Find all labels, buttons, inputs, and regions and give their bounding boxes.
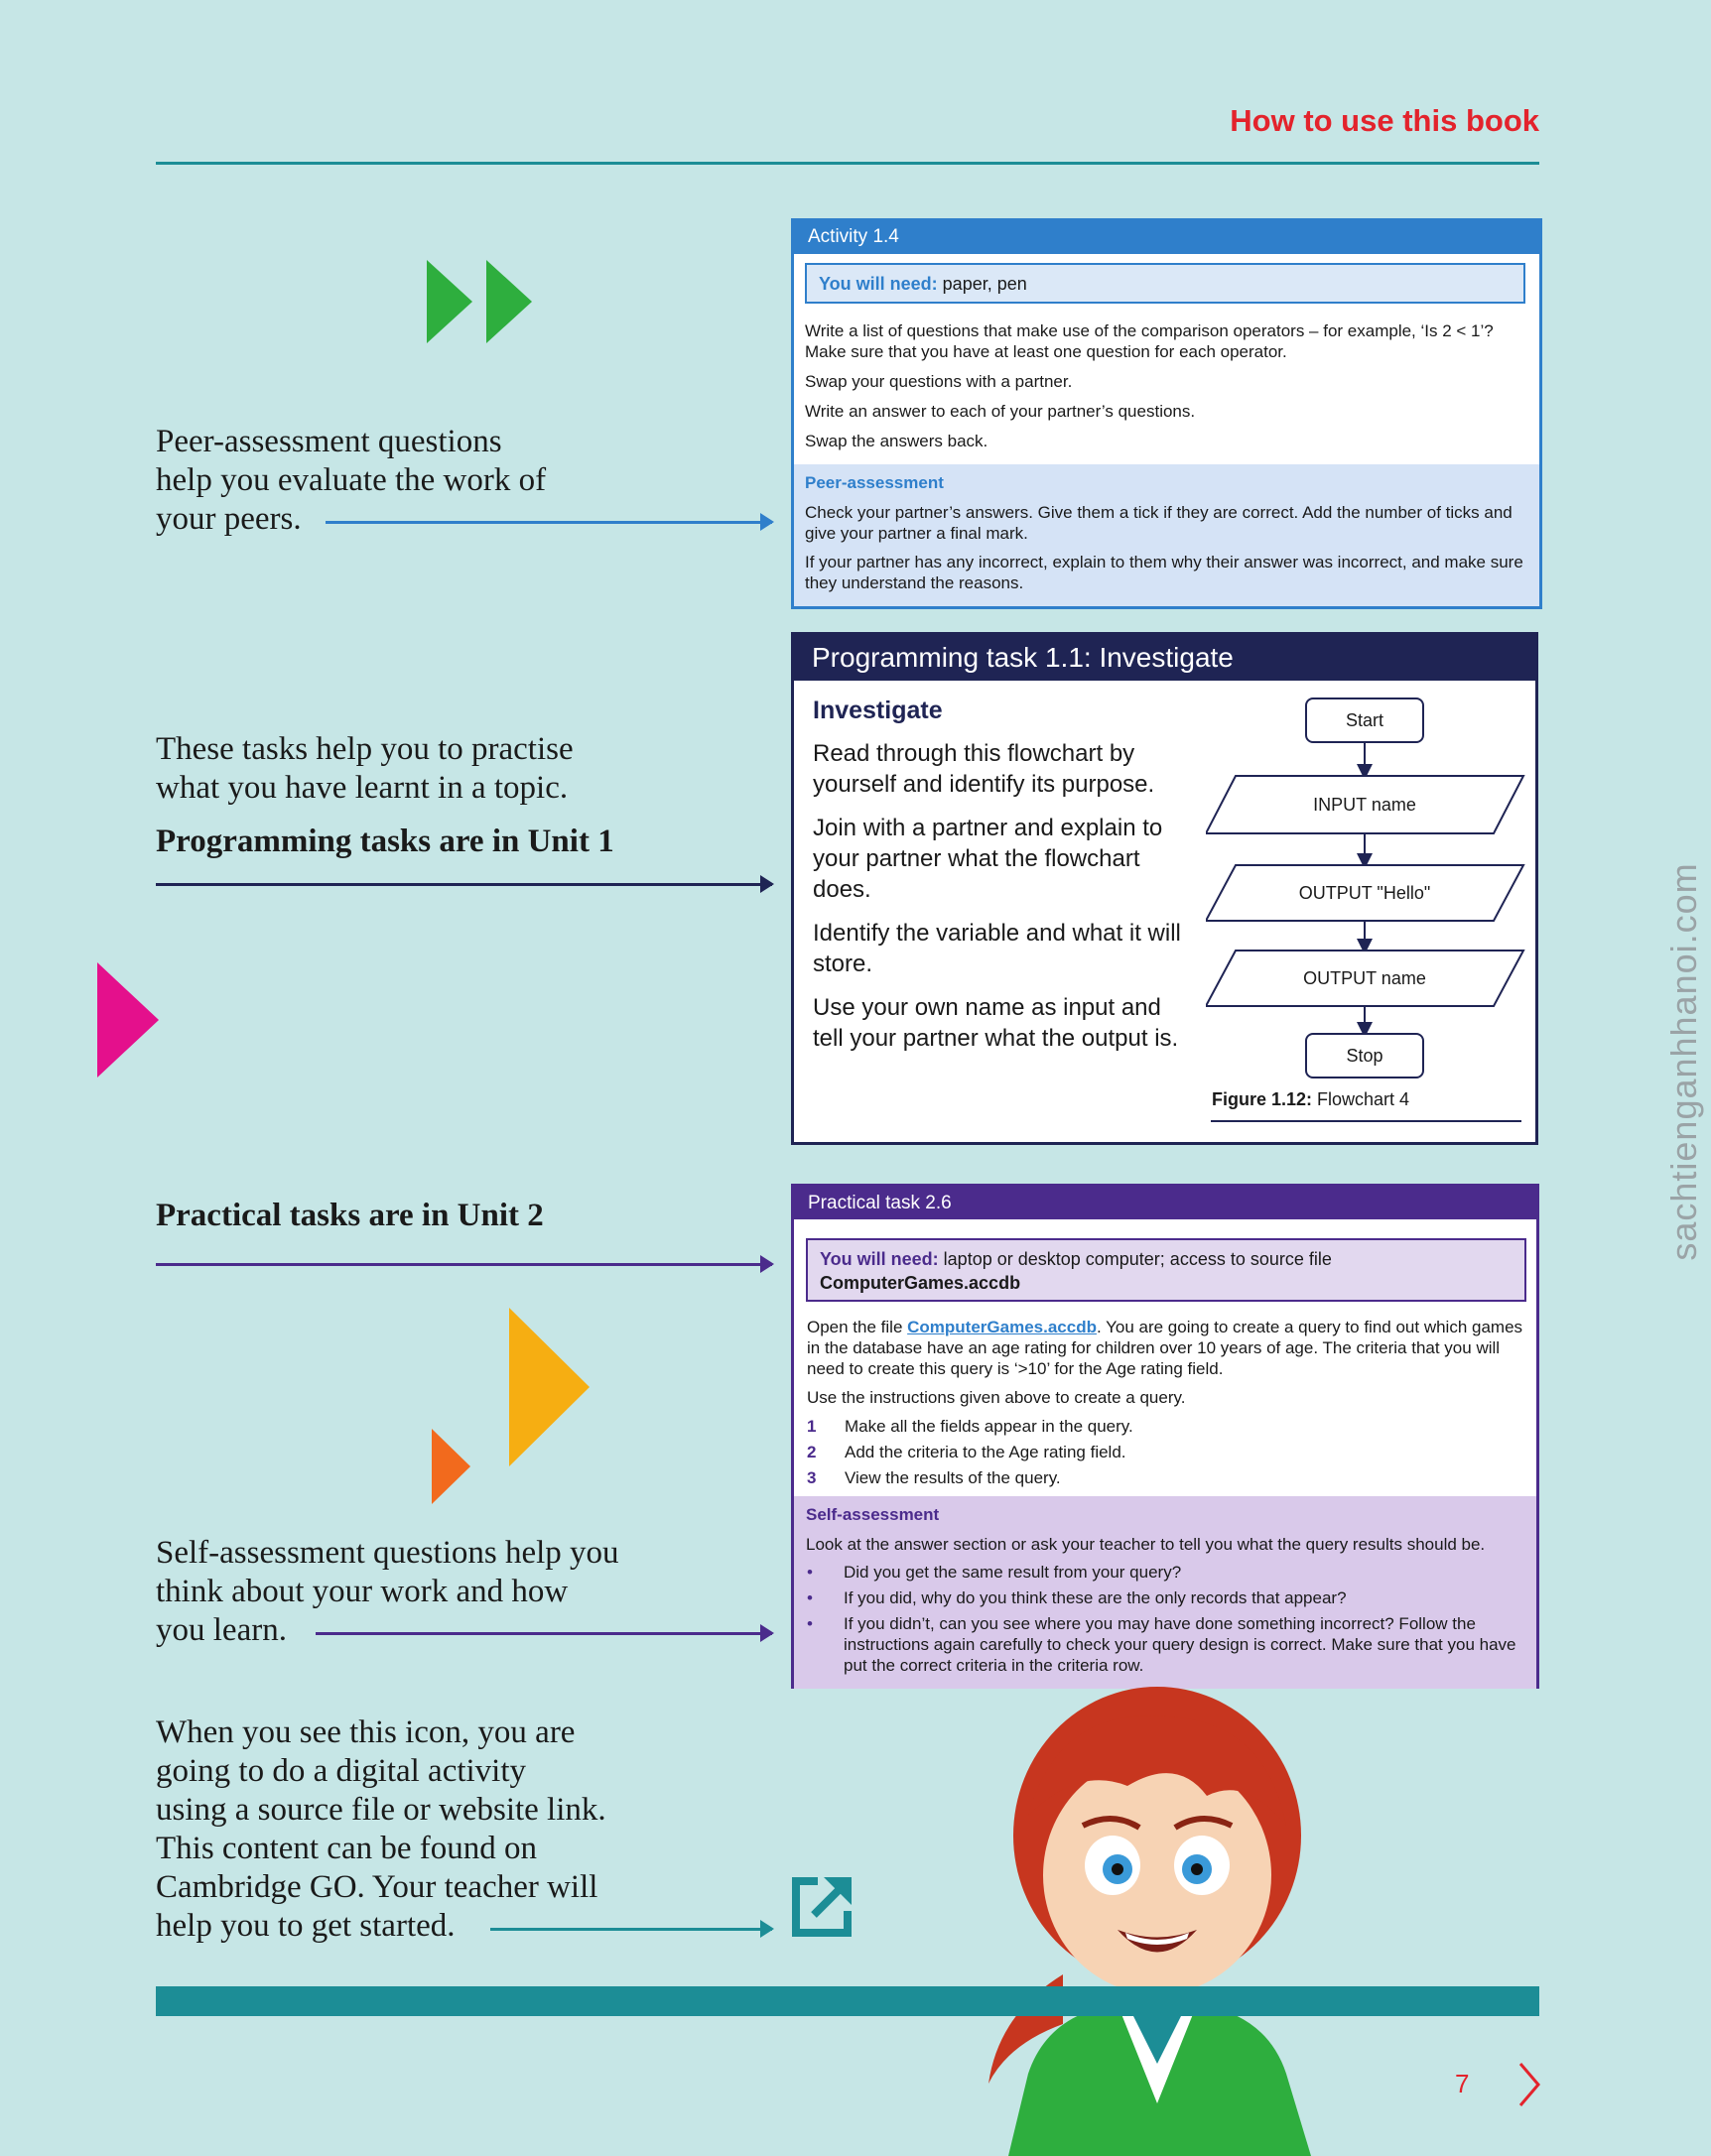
fast-forward-icon [427,260,532,343]
activity-title: Activity 1.4 [794,221,1539,254]
figure-caption [1212,1089,1409,1110]
self-line: think about your work and how [156,1574,569,1609]
list-item [807,1467,1531,1488]
footer-bar [156,1986,1539,2016]
programming-body [813,738,1190,1067]
tasks-description [156,730,574,808]
peer-paragraph: Check your partner’s answers. Give them a tick if they are correct. Add the number of ticks and give your partner a final mark. [805,503,1513,543]
page-number: 7 [1455,2069,1470,2098]
list-item [807,1416,1531,1437]
digital-arrow [490,1928,772,1931]
step-number: 2 [807,1443,817,1461]
list-item [807,1442,1531,1462]
activity-body [805,320,1529,460]
programming-title: Programming task 1.1: Investigate [794,635,1535,681]
peer-arrow [326,521,772,524]
activity-paragraph: Write a list of questions that make use of the comparison operators – for example, ‘Is 2 < 1’? Make sure that you have at least one question for each operator. [805,321,1494,361]
flowchart-start-text: Start [1345,710,1384,730]
practical-need-value: laptop or desktop computer; access to source file [938,1249,1332,1269]
practical-instructions: Use the instructions given above to create a query. [807,1388,1186,1407]
programming-paragraph: Identify the variable and what it will store. [813,920,1181,977]
self-arrow [316,1632,772,1635]
self-bullets [806,1562,1530,1676]
practical-title: Practical task 2.6 [794,1187,1536,1219]
tasks-line: These tasks help you to practise [156,731,574,767]
digital-activity-description [156,1713,606,1946]
peer-line: Peer-assessment questions [156,424,502,459]
intro-prefix: Open the file [807,1318,908,1336]
digital-line: When you see this icon, you are [156,1714,576,1750]
watermark: sachtienganhhanoi.com [1663,862,1704,1261]
activity-paragraph: Write an answer to each of your partner’s questions. [805,402,1196,421]
source-file-link[interactable]: ComputerGames.accdb [907,1318,1097,1336]
peer-line: your peers. [156,501,302,537]
self-line: you learn. [156,1612,287,1648]
peer-paragraph: If your partner has any incorrect, explain to them why their answer was incorrect, and make sure they understand the reasons. [805,553,1523,592]
activity-need-box [805,263,1525,304]
flowchart-input-text: INPUT name [1313,795,1416,815]
practical-body [807,1317,1531,1493]
need-label: You will need: [819,274,938,294]
self-title: Self-assessment [806,1505,940,1524]
flowchart-stop-text: Stop [1346,1046,1383,1066]
flowchart [1206,697,1533,1083]
practical-intro [807,1317,1531,1379]
practical-need-label: You will need: [820,1249,939,1269]
self-assessment-panel [794,1496,1539,1689]
digital-line: This content can be found on [156,1831,537,1866]
figure-rule [1211,1120,1521,1122]
practical-need-box [806,1238,1526,1302]
list-item: • Did you get the same result from your query? [806,1562,1530,1583]
activity-box [791,218,1542,609]
flowchart-output-hello-text: OUTPUT "Hello" [1298,883,1431,903]
tasks-line: what you have learnt in a topic. [156,770,569,806]
practical-steps [807,1416,1531,1488]
digital-line: Cambridge GO. Your teacher will [156,1869,598,1905]
peer-title: Peer-assessment [805,473,944,492]
list-item: • If you didn’t, can you see where you may have done something incorrect? Follow the instructions again carefully to check your query design is correct. Make sure that you have put the correct criteria in the criteria row. [806,1613,1530,1676]
practical-task-box [791,1184,1539,1689]
peer-line: help you evaluate the work of [156,462,547,498]
external-link-icon [790,1875,854,1939]
activity-paragraph: Swap the answers back. [805,432,988,450]
practical-need-file: ComputerGames.accdb [820,1273,1021,1293]
need-value: paper, pen [937,274,1027,294]
programming-paragraph: Read through this flowchart by yourself and identify its purpose. [813,740,1155,798]
header-rule [156,162,1539,165]
chevron-right-icon[interactable] [1516,2060,1542,2109]
step-number: 3 [807,1468,817,1487]
flowchart-output-name-text: OUTPUT name [1303,968,1426,988]
digital-line: going to do a digital activity [156,1753,527,1789]
digital-line: using a source file or website link. [156,1792,606,1828]
triangles-decoration [427,1308,592,1506]
play-triangle-icon [97,962,159,1078]
self-intro: Look at the answer section or ask your teacher to tell you what the query results should be. [806,1535,1486,1554]
practical-arrow [156,1263,772,1266]
step-number: 1 [807,1417,817,1436]
cartoon-character [969,1687,1346,2156]
figure-text: Flowchart 4 [1312,1089,1410,1109]
running-header: How to use this book [1230,103,1539,138]
figure-label: Figure 1.12: [1212,1089,1313,1109]
investigate-heading: Investigate [813,697,943,724]
activity-paragraph: Swap your questions with a partner. [805,372,1073,391]
programming-paragraph: Join with a partner and explain to your partner what the flowchart does. [813,815,1163,903]
step-text: Make all the fields appear in the query. [845,1417,1133,1436]
list-item: • If you did, why do you think these are the only records that appear? [806,1587,1530,1608]
intro-rest: . You are going to create a query to find out which games in the database have an age rating for children over 10 years of age. The criteria that you will need to create this query is ‘>10’ for the Age rating field. [807,1318,1523,1378]
self-line: Self-assessment questions help you [156,1535,619,1571]
programming-unit-label: Programming tasks are in Unit 1 [156,824,614,859]
programming-task-box [791,632,1538,1145]
step-text: Add the criteria to the Age rating field. [845,1443,1126,1461]
peer-assessment-panel [794,464,1539,609]
programming-arrow [156,883,772,886]
digital-line: help you to get started. [156,1908,456,1944]
programming-paragraph: Use your own name as input and tell your partner what the output is. [813,994,1179,1052]
practical-unit-label: Practical tasks are in Unit 2 [156,1198,544,1233]
step-text: View the results of the query. [845,1468,1061,1487]
